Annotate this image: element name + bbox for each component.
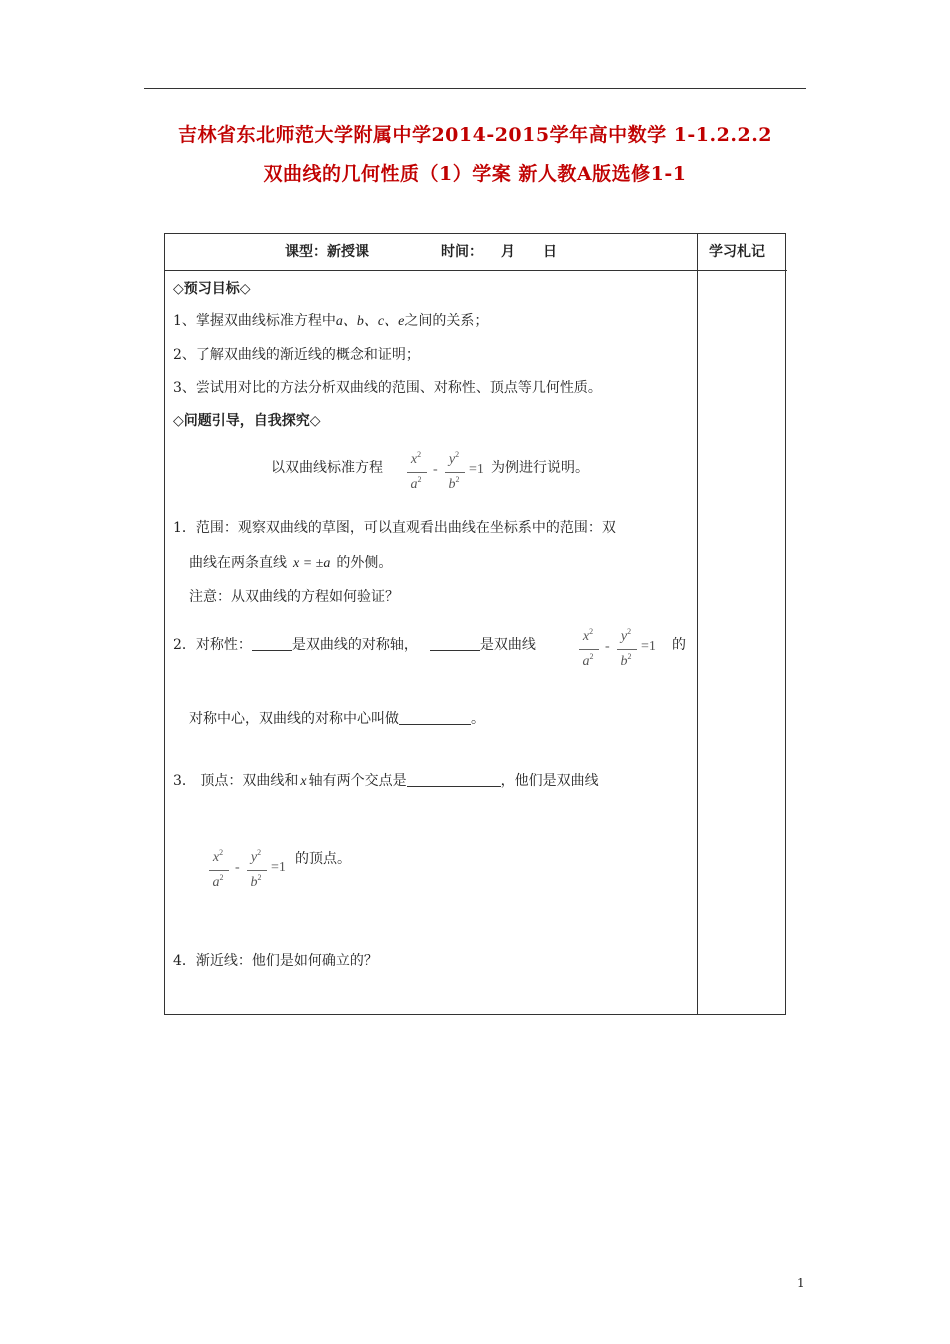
month-label: 月 [501,244,515,260]
symmetry-center-name-blank [399,710,471,725]
header-divider [165,270,697,271]
preview-goals-heading: ◇预习目标◇ [173,281,251,297]
goal-1-text: 1、掌握双曲线标准方程中 [173,313,336,329]
goal-3: 3、尝试用对比的方法分析双曲线的范围、对称性、顶点等几何性质。 [173,380,602,396]
line-equation: x = ±a [293,556,331,571]
range-line-1: 1．范围：观察双曲线的草图，可以直观看出曲线在坐标系中的范围：双 [173,520,616,536]
explore-heading: ◇问题引导，自我探究◇ [173,413,321,429]
equation-intro: 以双曲线标准方程 [271,460,383,476]
lesson-table: 课型：新授课 时间： 月 日 学习札记 ◇预习目标◇ 1、掌握双曲线标准方程中a、b、c、e之间的关系； 2、了解双曲线的渐近线的概念和证明； 3、尝试用对比的方法分析双曲线的范围、对称性、顶点等几何性质。 ◇问题引导，自我探究◇ 以双曲线标准方程 $x^2$ $a^2$ - $y^2$ $b^2$ =1 为例进行说明。 1．范围：观察双曲线的草图，可以直观看出曲线在坐标系中的范围：双 曲线在两条直线 x = ±a 的外侧。 注意：从双曲线的方程如何验证？ 2．对称性： 是双曲线的对称轴， 是双曲线 $x^2$ $a^2$ - $y^2$ $b^2$ =1 的 对称中心，双曲线的对称中心叫做 。 3． 顶点：双曲线和 x 轴有两个交点是 ，他们是双曲线 $x^2$ $a^2$ - $y^2$ $b^2$ =1 的顶点。 4．渐近线：他们是如何确立的？ [164,233,786,1015]
page-number: 1 [797,1276,805,1290]
notes-header: 学习札记 [709,244,765,260]
time-label: 时间： [441,244,483,260]
goal-1-vars: a、b、c、e [335,314,405,329]
course-type: 课型：新授课 [285,244,369,260]
symmetry-line-1: 2．对称性： 是双曲线的对称轴， 是双曲线 [173,637,536,653]
column-divider [697,234,698,1014]
day-label: 日 [543,244,557,260]
asymptote-question: 4．渐近线：他们是如何确立的？ [173,953,378,969]
symmetry-line-2: 对称中心，双曲线的对称中心叫做 。 [189,711,485,727]
vertex-line-2: 的顶点。 [295,851,351,867]
vertex-line-1: 3． 顶点：双曲线和 x 轴有两个交点是 ，他们是双曲线 [173,773,599,789]
range-note: 注意：从双曲线的方程如何验证？ [189,589,399,605]
document-title-line2: 双曲线的几何性质（1）学案 新人教A版选修1-1 [263,163,687,185]
vertex-blank [407,772,501,787]
notes-header-divider [697,270,787,271]
top-rule [144,88,806,89]
document-title-line1: 吉林省东北师范大学附属中学2014-2015学年高中数学 1-1.2.2.2 [177,124,773,146]
goal-2: 2、了解双曲线的渐近线的概念和证明； [173,347,420,363]
equation-intro-tail: 为例进行说明。 [491,460,589,476]
goal-1 [173,310,488,330]
symmetry-tail: 的 [672,637,686,653]
symmetry-axis-blank [252,636,292,651]
goal-1-tail: 之间的关系； [404,313,489,329]
range-line-2: 曲线在两条直线 x = ±a 的外侧。 [189,555,393,571]
symmetry-center-blank [430,636,480,651]
